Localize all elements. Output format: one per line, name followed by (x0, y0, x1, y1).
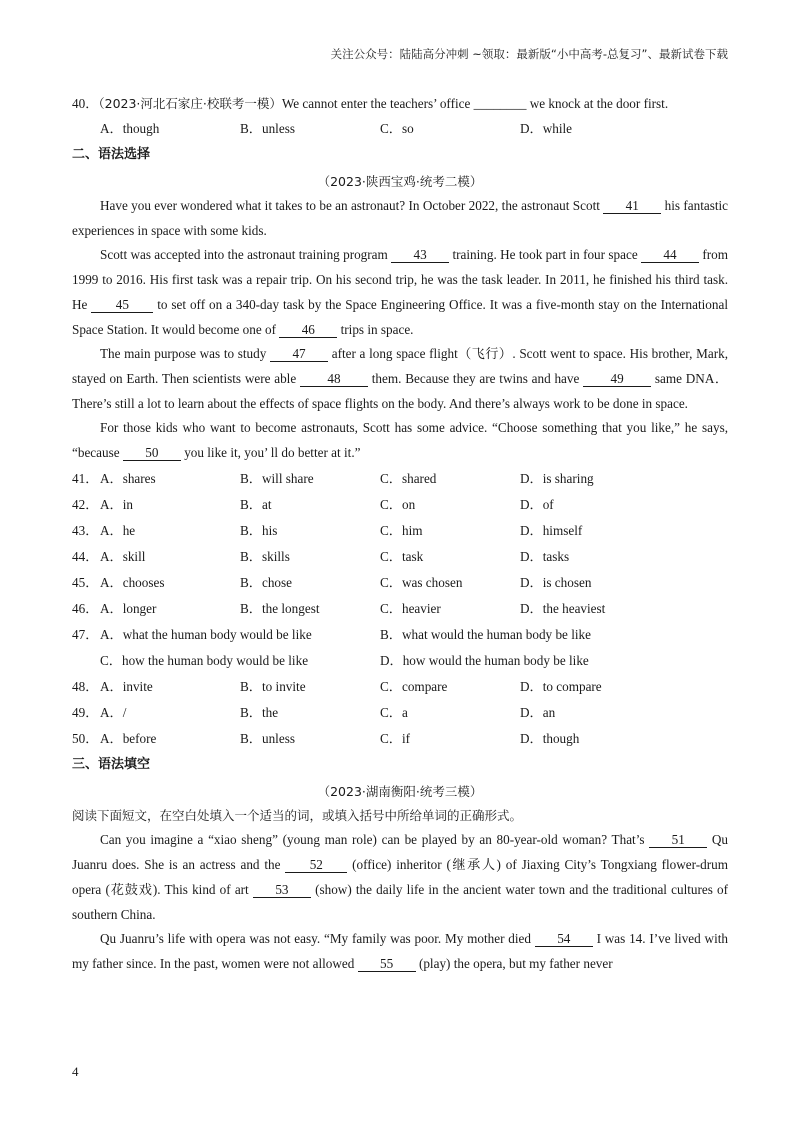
question-46: 46． A．longer B．the longest C．heavier D．the heaviest (72, 600, 606, 616)
blank-54: 54 (535, 932, 593, 947)
section-title-grammar-fill: 三、语法填空 (72, 756, 151, 772)
passage-paragraph: The main purpose was to study 47 after a long space flight（飞行）. Scott went to space. His brother, Mark, stayed on Earth. Then scientists were able 48 them. Because they are twins and have 49 same DNA．There’s still a lot to learn about the effects of space flights on the body. And there’s always work to be done in space. (72, 346, 729, 411)
passage-paragraph: Have you ever wondered what it takes to be an astronaut? In October 2022, the astronaut Scott 41 his fantastic experiences in space with some kids. (72, 198, 729, 238)
question-40-options: A．though B．unless C．so D．while (100, 121, 573, 136)
section-title-grammar-choice: 二、语法选择 (72, 147, 151, 162)
blank-50: 50 (123, 446, 181, 461)
question-43: 43． A．he B．his C．him D．himself (72, 522, 583, 538)
blank-47: 47 (270, 347, 328, 362)
question-41: 41． A．shares B．will share C．shared D．is sharing (72, 470, 594, 486)
page-header: 关注公众号：陆陆高分冲刺 ~领取：最新版“小中高考-总复习”、最新试卷下载 (330, 47, 728, 61)
blank-41: 41 (603, 199, 661, 214)
document-body (72, 92, 728, 977)
blank-53: 53 (253, 883, 311, 898)
passage-source: （2023·湖南衡阳·统考三模） (317, 783, 483, 799)
question-44: 44． A．skill B．skills C．task D．tasks (72, 548, 570, 564)
blank-49: 49 (583, 372, 651, 387)
blank-55: 55 (358, 957, 416, 972)
question-47-options-cd: C．how the human body would be like D．how would the human body be like (100, 652, 589, 668)
blank-48: 48 (300, 372, 368, 387)
question-45: 45． A．chooses B．chose C．was chosen D．is chosen (72, 574, 592, 590)
question-list (72, 466, 728, 752)
blank-46: 46 (279, 323, 337, 338)
question-47: 47． A．what the human body would be like B．what would the human body be like (72, 626, 591, 642)
question-49: 49． A．/ B．the C．a D．an (72, 704, 556, 720)
passage-paragraph: Scott was accepted into the astronaut training program 43 training. He took part in four space 44 from 1999 to 2016. His first task was a repair trip. On his second trip, he was the task leader. In 2011, he finished his third task. He 45 to set off on a 340-day task by the Space Engineering Office. It was a five-month stay on the International Space Station. It would become one of 46 trips in space. (72, 247, 729, 337)
blank-45: 45 (91, 298, 153, 313)
passage-source: （2023·陕西宝鸡·统考二模） (317, 174, 483, 189)
blank-51: 51 (649, 833, 707, 848)
question-40: 40．（2023·河北石家庄·校联考一模）We cannot enter the teachers’ office ________ we knock at the door first. (72, 96, 669, 111)
passage-paragraph: For those kids who want to become astronauts, Scott has some advice. “Choose something that you like,” he says, “because 50 you like it, you’ ll do better at it.” (72, 420, 728, 461)
instruction: 阅读下面短文，在空白处填入一个适当的词，或填入括号中所给单词的正确形式。 (72, 807, 523, 823)
passage-paragraph: Qu Juanru’s life with opera was not easy. “My family was poor. My mother died 54 I was 14. I’ve lived with my father since. In the past, women were not allowed 55 (play) the opera, but my father never (72, 931, 728, 971)
page-number: 4 (72, 1064, 79, 1079)
blank-52: 52 (285, 858, 347, 873)
blank-43: 43 (391, 248, 449, 263)
question-50: 50． A．before B．unless C．if D．though (72, 730, 580, 746)
question-42: 42． A．in B．at C．on D．of (72, 496, 554, 512)
question-48: 48． A．invite B．to invite C．compare D．to compare (72, 678, 602, 694)
blank-44: 44 (641, 248, 699, 263)
passage-paragraph: Can you imagine a “xiao sheng” (young man role) can be played by an 80-year-old woman? That’s 51 Qu Juanru does. She is an actress and the 52 (office) inheritor (继承人) of Jiaxing City’s Tongxiang flower-drum opera (花鼓戏). This kind of art 53 (show) the daily life in the ancient water town and the traditional cultures of southern China. (72, 832, 729, 922)
